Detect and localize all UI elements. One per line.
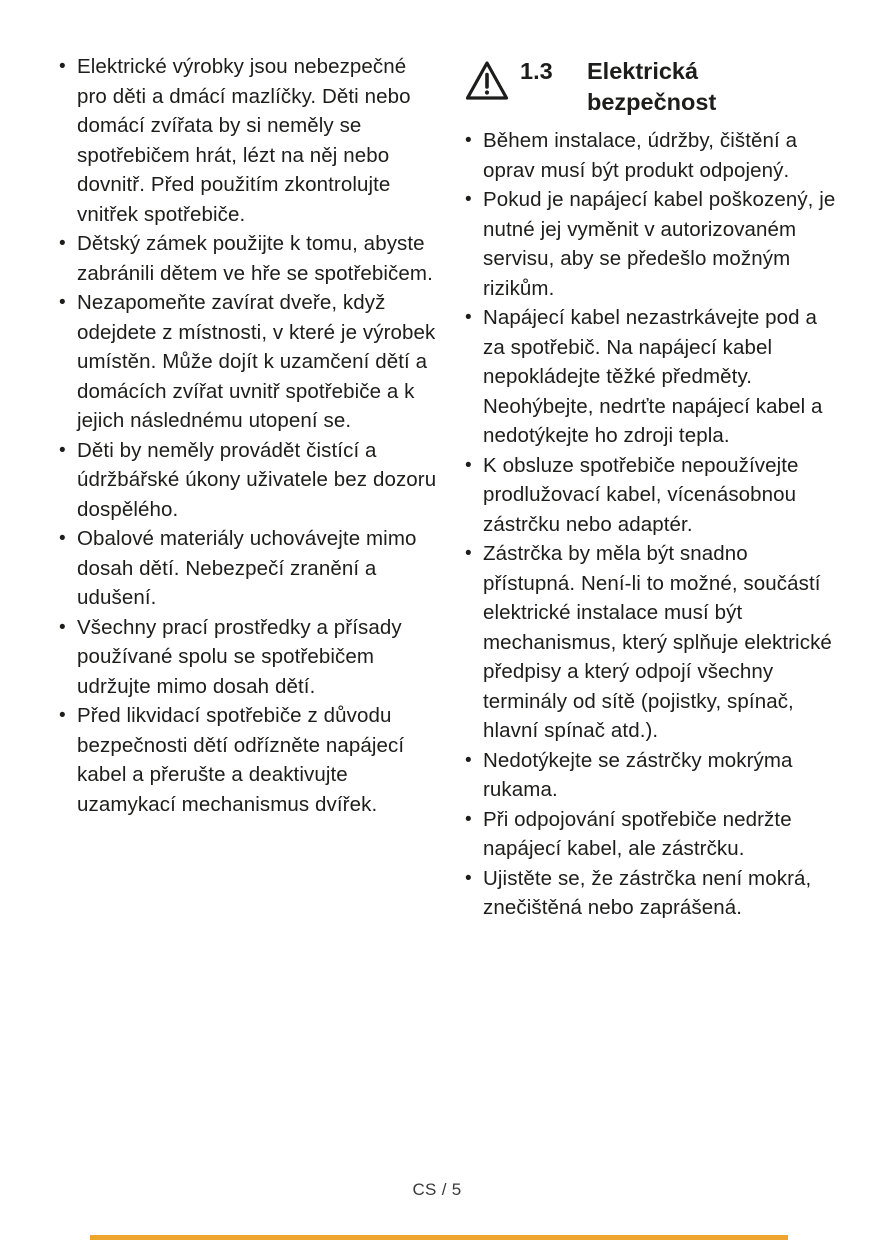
bullet-text: Ujistěte se, že zástrčka není mokrá, znečištěná nebo zaprášená. xyxy=(483,866,812,919)
bullet-text: Před likvidací spotřebiče z důvodu bezpečnosti dětí odřízněte napájecí kabel a přerušte a deaktivujte uzamykací mechanismus dvířek. xyxy=(77,704,405,816)
bottom-accent-bar xyxy=(90,1235,788,1240)
bullet-text: Dětský zámek použijte k tomu, abyste zabránili dětem ve hře se spotřebičem. xyxy=(77,232,433,285)
warning-triangle-icon xyxy=(464,59,514,103)
bullet-text: Děti by neměly provádět čistící a údržbářské úkony uživatele bez dozoru dospělého. xyxy=(77,438,437,521)
list-item xyxy=(464,539,838,746)
section-title: Elektrická bezpečnost xyxy=(587,58,717,115)
list-item xyxy=(464,746,838,805)
bullet-text: Při odpojování spotřebiče nedržte napájecí kabel, ale zástrčku. xyxy=(483,807,792,860)
bullet-text: K obsluze spotřebiče nepoužívejte prodlužovací kabel, vícenásobnou zástrčku nebo adaptér. xyxy=(483,453,799,536)
bullet-text: Všechny prací prostředky a přísady používané spolu se spotřebičem udržujte mimo dosah dětí. xyxy=(77,615,402,698)
bullet-text: Během instalace, údržby, čištění a oprav musí být produkt odpojený. xyxy=(483,129,798,182)
list-item xyxy=(58,436,440,525)
safety-bullet-list-left xyxy=(58,52,440,819)
bullet-text: Zástrčka by měla být snadno přístupná. Není-li to možné, součástí elektrické instalace musí být mechanismus, který splňuje elektrické předpisy a který odpojí všechny terminály od sítě (pojistky, spínač, hlavní spínač atd.). xyxy=(483,542,832,742)
list-item xyxy=(464,451,838,540)
bullet-text: Elektrické výrobky jsou nebezpečné pro děti a dmácí mazlíčky. Děti nebo domácí zvířata by si neměly se spotřebičem hrát, lézt na něj nebo dovnitř. Před použitím zkontrolujte vnitřek spotřebiče. xyxy=(77,55,411,226)
list-item xyxy=(58,229,440,288)
bullet-text: Obalové materiály uchovávejte mimo dosah dětí. Nebezpečí zranění a udušení. xyxy=(77,527,417,609)
list-item xyxy=(58,701,440,819)
page-number-footer: CS / 5 xyxy=(412,1180,462,1199)
list-item xyxy=(58,613,440,702)
bullet-text: Nedotýkejte se zástrčky mokrýma rukama. xyxy=(483,748,793,801)
bullet-text: Pokud je napájecí kabel poškozený, je nutné jej vyměnit v autorizovaném servisu, aby se předešlo možným rizikům. xyxy=(483,188,836,300)
left-column xyxy=(58,52,440,923)
list-item xyxy=(58,288,440,436)
list-item xyxy=(58,52,440,229)
list-item xyxy=(58,524,440,613)
list-item xyxy=(464,126,838,185)
safety-bullet-list-right xyxy=(464,126,838,923)
section-number: 1.3 xyxy=(520,58,553,84)
list-item xyxy=(464,864,838,923)
section-heading xyxy=(464,56,838,118)
right-column xyxy=(464,52,838,923)
list-item xyxy=(464,805,838,864)
bullet-text: Napájecí kabel nezastrkávejte pod a za spotřebič. Na napájecí kabel nepokládejte těžké předměty. Neohýbejte, nedrťte napájecí kabel a nedotýkejte ho zdroji tepla. xyxy=(483,306,823,447)
bullet-text: Nezapomeňte zavírat dveře, když odejdete z místnosti, v které je výrobek umístěn. Může dojít k uzamčení dětí a domácích zvířat uvnitř spotřebiče a k jejich následnému utopení se. xyxy=(77,291,436,432)
list-item xyxy=(464,303,838,451)
list-item xyxy=(464,185,838,303)
